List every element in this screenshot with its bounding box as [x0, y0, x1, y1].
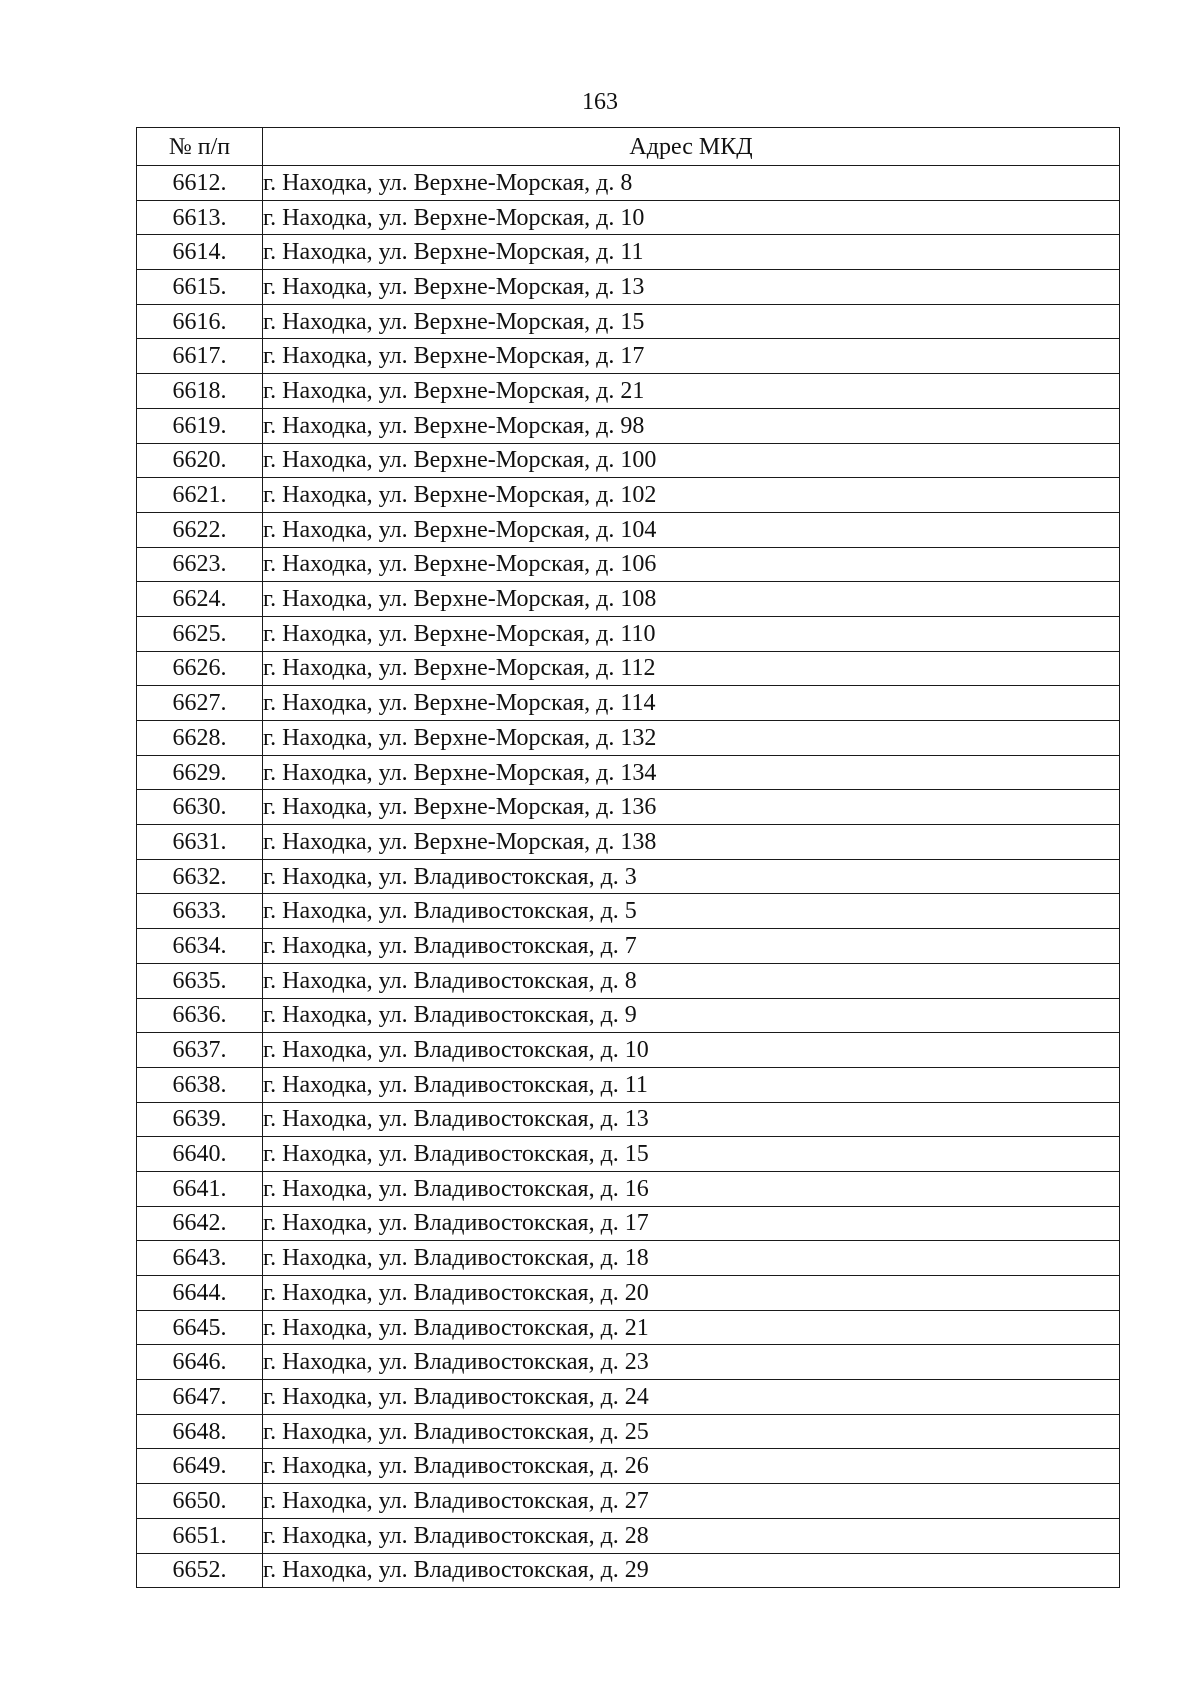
table-row [137, 721, 1120, 756]
table-row [137, 998, 1120, 1033]
table-row [137, 1449, 1120, 1484]
table-row [137, 616, 1120, 651]
row-number-cell: 6616. [137, 304, 263, 339]
row-number-cell: 6643. [137, 1241, 263, 1276]
address-cell: г. Находка, ул. Владивостокская, д. 11 [263, 1067, 1120, 1102]
address-cell: г. Находка, ул. Владивостокская, д. 17 [263, 1206, 1120, 1241]
table-row [137, 582, 1120, 617]
address-cell: г. Находка, ул. Владивостокская, д. 26 [263, 1449, 1120, 1484]
row-number-cell: 6644. [137, 1276, 263, 1311]
table-row [137, 1380, 1120, 1415]
table-row [137, 859, 1120, 894]
table-row [137, 200, 1120, 235]
address-cell: г. Находка, ул. Верхне-Морская, д. 114 [263, 686, 1120, 721]
table-row [137, 1518, 1120, 1553]
table-row [137, 929, 1120, 964]
address-cell: г. Находка, ул. Владивостокская, д. 3 [263, 859, 1120, 894]
table-row [137, 1310, 1120, 1345]
address-cell: г. Находка, ул. Верхне-Морская, д. 102 [263, 478, 1120, 513]
address-cell: г. Находка, ул. Владивостокская, д. 20 [263, 1276, 1120, 1311]
address-cell: г. Находка, ул. Владивостокская, д. 27 [263, 1484, 1120, 1519]
table-row [137, 339, 1120, 374]
row-number-cell: 6646. [137, 1345, 263, 1380]
row-number-cell: 6639. [137, 1102, 263, 1137]
table-body [137, 166, 1120, 1588]
address-cell: г. Находка, ул. Владивостокская, д. 10 [263, 1033, 1120, 1068]
table-row [137, 1102, 1120, 1137]
row-number-cell: 6640. [137, 1137, 263, 1172]
address-cell: г. Находка, ул. Владивостокская, д. 21 [263, 1310, 1120, 1345]
column-header-number: № п/п [137, 128, 263, 166]
row-number-cell: 6631. [137, 825, 263, 860]
row-number-cell: 6630. [137, 790, 263, 825]
table-row [137, 1276, 1120, 1311]
table-row [137, 443, 1120, 478]
address-cell: г. Находка, ул. Владивостокская, д. 13 [263, 1102, 1120, 1137]
row-number-cell: 6635. [137, 963, 263, 998]
row-number-cell: 6629. [137, 755, 263, 790]
table-row [137, 304, 1120, 339]
row-number-cell: 6638. [137, 1067, 263, 1102]
row-number-cell: 6647. [137, 1380, 263, 1415]
table-header-row [137, 128, 1120, 166]
address-cell: г. Находка, ул. Владивостокская, д. 16 [263, 1171, 1120, 1206]
address-cell: г. Находка, ул. Верхне-Морская, д. 10 [263, 200, 1120, 235]
address-cell: г. Находка, ул. Верхне-Морская, д. 134 [263, 755, 1120, 790]
address-cell: г. Находка, ул. Владивостокская, д. 8 [263, 963, 1120, 998]
page-number: 163 [582, 89, 618, 115]
row-number-cell: 6633. [137, 894, 263, 929]
row-number-cell: 6632. [137, 859, 263, 894]
table-row [137, 1033, 1120, 1068]
table-row [137, 790, 1120, 825]
row-number-cell: 6623. [137, 547, 263, 582]
address-cell: г. Находка, ул. Владивостокская, д. 18 [263, 1241, 1120, 1276]
table-row [137, 1345, 1120, 1380]
table-row [137, 894, 1120, 929]
address-cell: г. Находка, ул. Верхне-Морская, д. 98 [263, 408, 1120, 443]
address-cell: г. Находка, ул. Верхне-Морская, д. 100 [263, 443, 1120, 478]
mkd-address-table [136, 127, 1120, 1588]
row-number-cell: 6624. [137, 582, 263, 617]
row-number-cell: 6627. [137, 686, 263, 721]
address-cell: г. Находка, ул. Верхне-Морская, д. 104 [263, 512, 1120, 547]
table-row [137, 547, 1120, 582]
row-number-cell: 6614. [137, 235, 263, 270]
address-cell: г. Находка, ул. Верхне-Морская, д. 21 [263, 374, 1120, 409]
address-cell: г. Находка, ул. Верхне-Морская, д. 8 [263, 166, 1120, 201]
table-row [137, 686, 1120, 721]
row-number-cell: 6649. [137, 1449, 263, 1484]
table-row [137, 1067, 1120, 1102]
address-cell: г. Находка, ул. Владивостокская, д. 9 [263, 998, 1120, 1033]
table-row [137, 270, 1120, 305]
row-number-cell: 6622. [137, 512, 263, 547]
address-cell: г. Находка, ул. Владивостокская, д. 7 [263, 929, 1120, 964]
row-number-cell: 6651. [137, 1518, 263, 1553]
table-row [137, 1206, 1120, 1241]
table-row [137, 1414, 1120, 1449]
address-cell: г. Находка, ул. Владивостокская, д. 23 [263, 1345, 1120, 1380]
address-cell: г. Находка, ул. Верхне-Морская, д. 17 [263, 339, 1120, 374]
address-cell: г. Находка, ул. Владивостокская, д. 24 [263, 1380, 1120, 1415]
table-row [137, 374, 1120, 409]
row-number-cell: 6615. [137, 270, 263, 305]
table-row [137, 755, 1120, 790]
address-cell: г. Находка, ул. Владивостокская, д. 25 [263, 1414, 1120, 1449]
row-number-cell: 6652. [137, 1553, 263, 1588]
table-row [137, 235, 1120, 270]
address-cell: г. Находка, ул. Верхне-Морская, д. 110 [263, 616, 1120, 651]
row-number-cell: 6618. [137, 374, 263, 409]
table-row [137, 166, 1120, 201]
row-number-cell: 6626. [137, 651, 263, 686]
row-number-cell: 6636. [137, 998, 263, 1033]
row-number-cell: 6648. [137, 1414, 263, 1449]
table-row [137, 1484, 1120, 1519]
table-row [137, 1553, 1120, 1588]
address-cell: г. Находка, ул. Владивостокская, д. 5 [263, 894, 1120, 929]
address-cell: г. Находка, ул. Верхне-Морская, д. 15 [263, 304, 1120, 339]
address-cell: г. Находка, ул. Верхне-Морская, д. 136 [263, 790, 1120, 825]
address-cell: г. Находка, ул. Владивостокская, д. 28 [263, 1518, 1120, 1553]
table-row [137, 1241, 1120, 1276]
address-cell: г. Находка, ул. Верхне-Морская, д. 112 [263, 651, 1120, 686]
table-row [137, 963, 1120, 998]
row-number-cell: 6613. [137, 200, 263, 235]
column-header-address: Адрес МКД [263, 128, 1120, 166]
address-cell: г. Находка, ул. Владивостокская, д. 15 [263, 1137, 1120, 1172]
address-cell: г. Находка, ул. Верхне-Морская, д. 13 [263, 270, 1120, 305]
table-row [137, 478, 1120, 513]
address-cell: г. Находка, ул. Верхне-Морская, д. 106 [263, 547, 1120, 582]
row-number-cell: 6637. [137, 1033, 263, 1068]
address-cell: г. Находка, ул. Верхне-Морская, д. 108 [263, 582, 1120, 617]
row-number-cell: 6619. [137, 408, 263, 443]
table-row [137, 825, 1120, 860]
table-row [137, 651, 1120, 686]
row-number-cell: 6642. [137, 1206, 263, 1241]
row-number-cell: 6628. [137, 721, 263, 756]
table-row [137, 512, 1120, 547]
table-row [137, 1137, 1120, 1172]
row-number-cell: 6634. [137, 929, 263, 964]
table-row [137, 408, 1120, 443]
address-cell: г. Находка, ул. Верхне-Морская, д. 138 [263, 825, 1120, 860]
row-number-cell: 6650. [137, 1484, 263, 1519]
address-cell: г. Находка, ул. Владивостокская, д. 29 [263, 1553, 1120, 1588]
address-cell: г. Находка, ул. Верхне-Морская, д. 11 [263, 235, 1120, 270]
row-number-cell: 6645. [137, 1310, 263, 1345]
row-number-cell: 6641. [137, 1171, 263, 1206]
row-number-cell: 6621. [137, 478, 263, 513]
row-number-cell: 6612. [137, 166, 263, 201]
address-cell: г. Находка, ул. Верхне-Морская, д. 132 [263, 721, 1120, 756]
table-row [137, 1171, 1120, 1206]
row-number-cell: 6620. [137, 443, 263, 478]
row-number-cell: 6617. [137, 339, 263, 374]
row-number-cell: 6625. [137, 616, 263, 651]
